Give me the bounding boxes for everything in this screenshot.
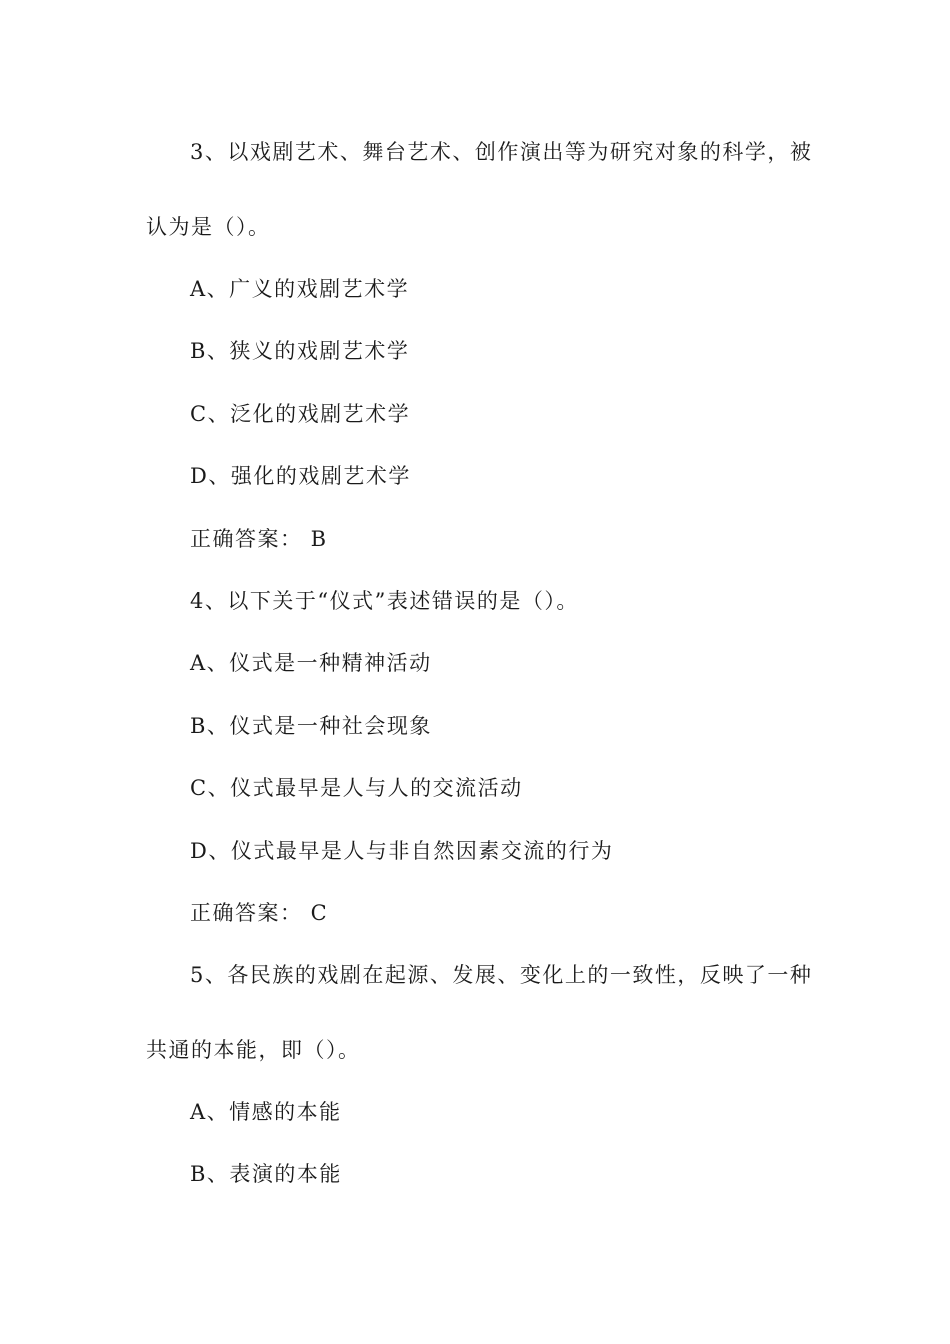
question-4-option-b: B、仪式是一种社会现象: [190, 714, 432, 738]
question-5-option-a: A、情感的本能: [190, 1100, 342, 1124]
question-3-option-a: A、广义的戏剧艺术学: [190, 277, 410, 301]
question-5-stem-line-2: 共通的本能，即（）。: [146, 1038, 361, 1062]
question-3-option-b: B、狭义的戏剧艺术学: [190, 339, 410, 363]
question-3-option-c: C、泛化的戏剧艺术学: [190, 402, 411, 426]
question-4-option-c: C、仪式最早是人与人的交流活动: [190, 776, 523, 800]
question-3-option-d: D、强化的戏剧艺术学: [190, 464, 411, 488]
question-4-option-a: A、仪式是一种精神活动: [190, 651, 432, 675]
question-3-stem-line-1: 3、以戏剧艺术、舞台艺术、创作演出等为研究对象的科学，被: [190, 140, 813, 164]
question-5-stem-line-1: 5、各民族的戏剧在起源、发展、变化上的一致性，反映了一种: [190, 963, 813, 987]
question-4-answer: 正确答案： C: [190, 901, 329, 925]
question-5-option-b: B、表演的本能: [190, 1162, 342, 1186]
question-3-answer: 正确答案： B: [190, 527, 328, 551]
question-3-stem-line-2: 认为是（）。: [146, 215, 271, 239]
question-4-option-d: D、仪式最早是人与非自然因素交流的行为: [190, 839, 614, 863]
question-4-stem-line-1: 4、以下关于“仪式”表述错误的是（）。: [190, 589, 579, 613]
